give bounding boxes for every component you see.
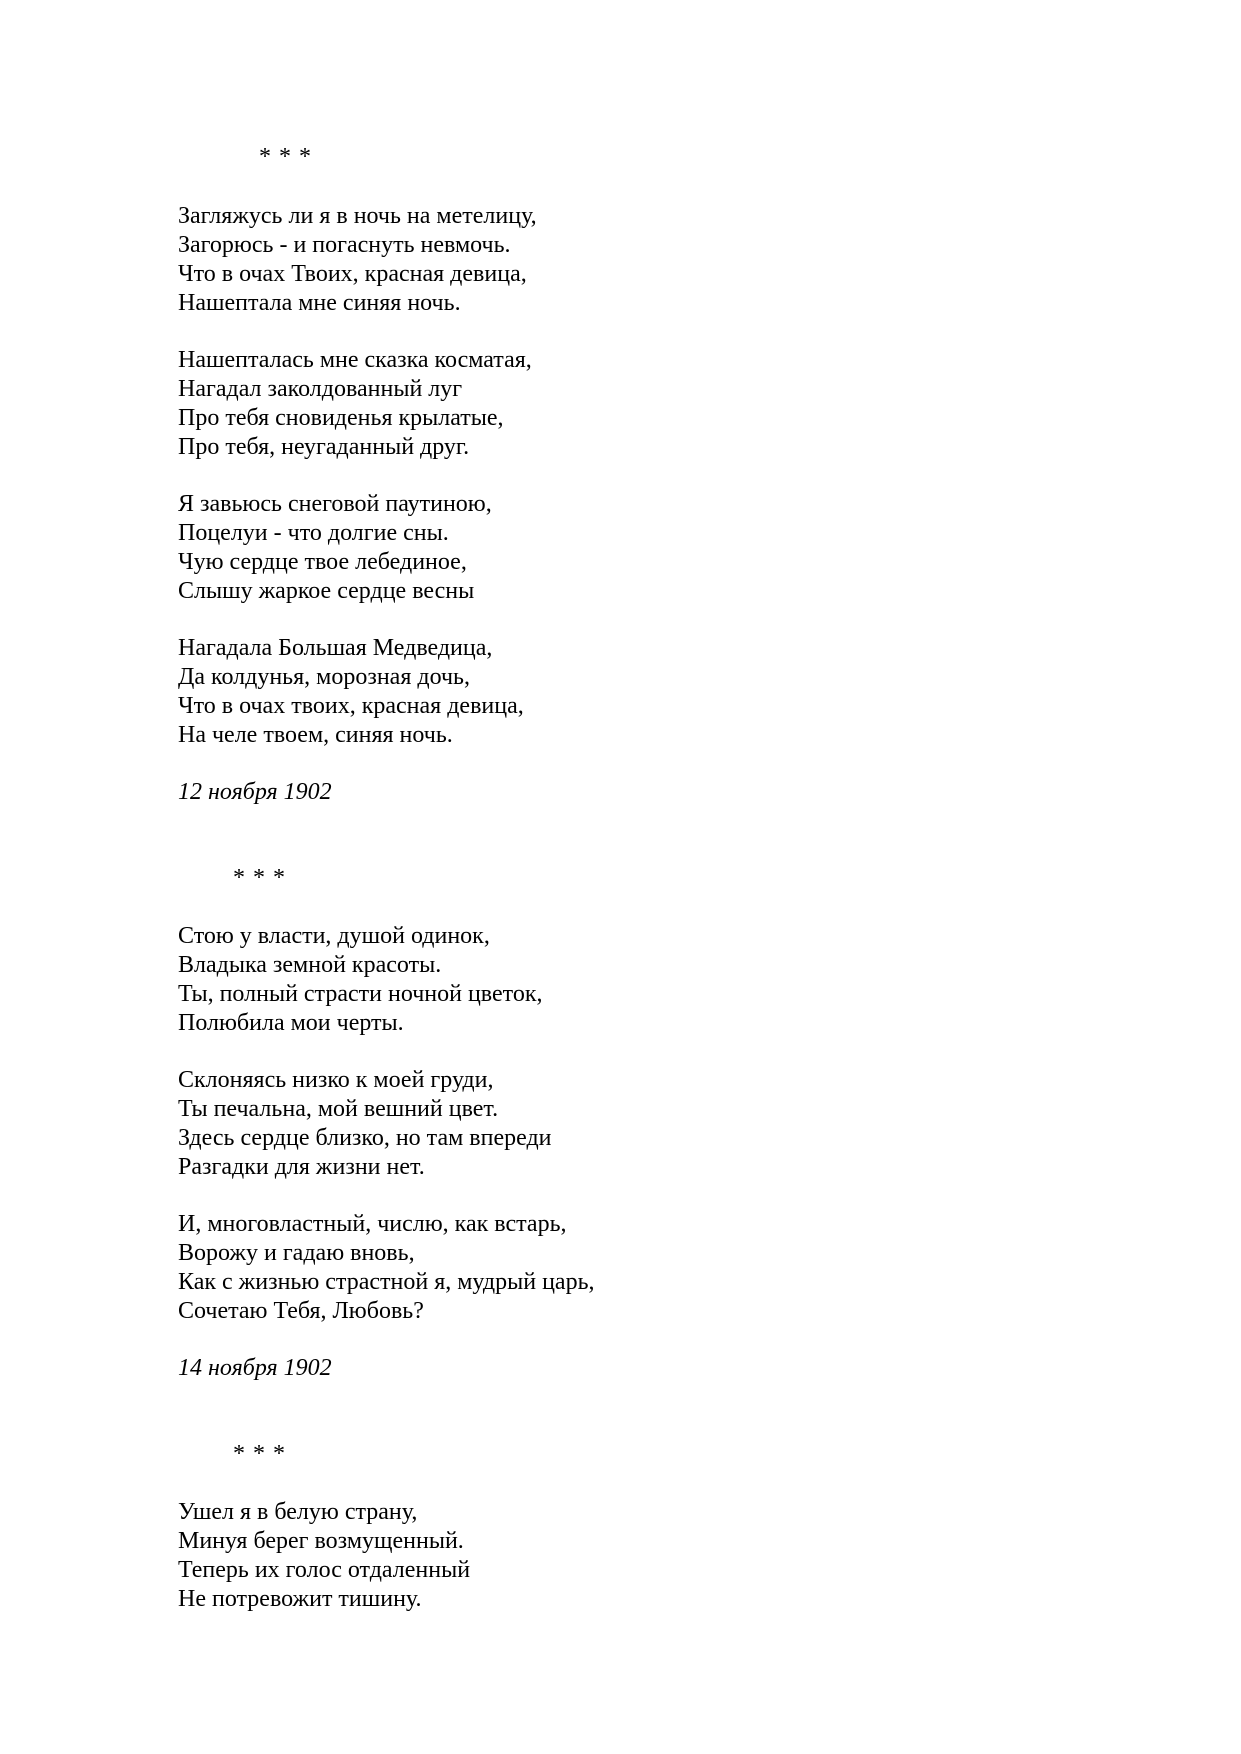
poem-line: Склоняясь низко к моей груди, (178, 1067, 494, 1093)
poem-line: Про тебя, неугаданный друг. (178, 434, 470, 460)
stanza (178, 634, 1078, 750)
poem-divider: * * * (259, 144, 312, 170)
poem-line: Да колдунья, морозная дочь, (178, 664, 470, 690)
poem-line: Нашепталась мне сказка косматая, (178, 347, 532, 373)
poem-line: Я завьюсь снеговой паутиною, (178, 491, 492, 517)
poem-line: Загляжусь ли я в ночь на метелицу, (178, 203, 537, 229)
poem-date: 12 ноября 1902 (178, 779, 332, 805)
poem-line: Не потревожит тишину. (178, 1586, 422, 1612)
poem-line: Нашептала мне синяя ночь. (178, 290, 461, 316)
poem-line: Чую сердце твое лебединое, (178, 549, 467, 575)
poem-line: Полюбила мои черты. (178, 1010, 404, 1036)
poem-line: Что в очах твоих, красная девица, (178, 693, 524, 719)
poem-line: Здесь сердце близко, но там впереди (178, 1125, 552, 1151)
poem-line: Теперь их голос отдаленный (178, 1557, 471, 1583)
poem-line: Разгадки для жизни нет. (178, 1154, 425, 1180)
poem-line: Стою у власти, душой одинок, (178, 923, 490, 949)
poem-line: Нагадала Большая Медведица, (178, 635, 493, 661)
poem-line: Владыка земной красоты. (178, 952, 442, 978)
poem-line: Загорюсь - и погаснуть невмочь. (178, 232, 511, 258)
stanza (178, 1066, 1078, 1182)
poem-line: Слышу жаркое сердце весны (178, 578, 475, 604)
stanza (178, 490, 1078, 606)
poem-date: 14 ноября 1902 (178, 1355, 332, 1381)
poem-line: Что в очах Твоих, красная девица, (178, 261, 527, 287)
poem-line: И, многовластный, числю, как встарь, (178, 1211, 567, 1237)
poem-line: Сочетаю Тебя, Любовь? (178, 1298, 424, 1324)
stanza (178, 346, 1078, 462)
stanza (178, 1498, 1078, 1614)
poem-line: Поцелуи - что долгие сны. (178, 520, 449, 546)
stanza (178, 1210, 1078, 1326)
poem-line: Ты, полный страсти ночной цветок, (178, 981, 543, 1007)
stanza (178, 202, 1078, 318)
poem-line: На челе твоем, синяя ночь. (178, 722, 453, 748)
stanza (178, 922, 1078, 1038)
poem-line: Ворожу и гадаю вновь, (178, 1240, 415, 1266)
poem-divider: * * * (233, 865, 286, 891)
poem-line: Как с жизнью страстной я, мудрый царь, (178, 1269, 595, 1295)
poem-line: Ушел я в белую страну, (178, 1499, 418, 1525)
poem-line: Нагадал заколдованный луг (178, 376, 463, 402)
poem-line: Про тебя сновиденья крылатые, (178, 405, 504, 431)
poem-line: Минуя берег возмущенный. (178, 1528, 464, 1554)
poem-divider: * * * (233, 1441, 286, 1467)
poem-line: Ты печальна, мой вешний цвет. (178, 1096, 499, 1122)
